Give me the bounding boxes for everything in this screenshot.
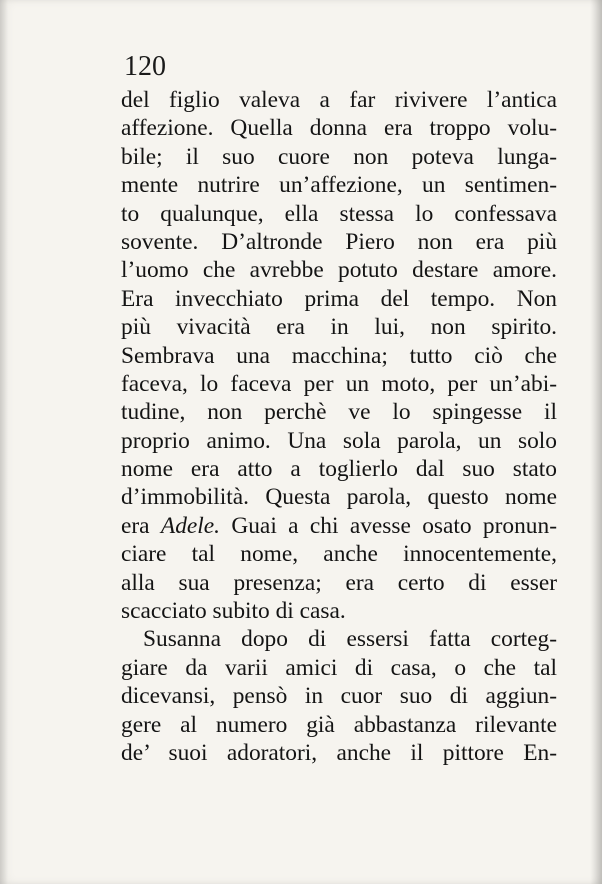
body-text	[121, 86, 557, 767]
text-line: mente nutrire un’affezione, un sentimen-	[121, 172, 557, 199]
italic-name: Adele.	[160, 512, 220, 539]
page-gutter-shadow	[590, 0, 602, 884]
text-line: Sembrava una macchina; tutto ciò che	[121, 342, 557, 369]
text-line: proprio animo. Una sola parola, un solo	[121, 427, 557, 454]
page-left-edge	[0, 0, 8, 884]
text-segment: Guai a chi avesse osato pronun-	[220, 512, 557, 539]
text-line-with-italic	[121, 512, 557, 540]
text-line: to qualunque, ella stessa lo confessava	[121, 200, 557, 227]
paragraph-end-line: scacciato subito di casa.	[121, 598, 346, 625]
text-line: giare da varii amici di casa, o che tal	[121, 654, 557, 681]
text-line: Era invecchiato prima del tempo. Non	[121, 285, 557, 312]
text-line: gere al numero già abbastanza rilevante	[121, 711, 557, 738]
text-line: alla sua presenza; era certo di esser	[121, 569, 557, 596]
text-line: affezione. Quella donna era troppo volu-	[121, 115, 557, 142]
text-line: d’immobilità. Questa parola, questo nome	[121, 484, 557, 511]
text-line: sovente. D’altronde Piero non era più	[121, 228, 557, 255]
text-line: più vivacità era in lui, non spirito.	[121, 314, 557, 341]
page-number: 120	[124, 51, 166, 82]
text-line: del figlio valeva a far rivivere l’antica	[121, 87, 557, 113]
text-line: l’uomo che avrebbe potuto destare amore.	[121, 257, 557, 284]
text-line: nome era atto a toglierlo dal suo stato	[121, 456, 557, 483]
paragraph-start-line: Susanna dopo di essersi fatta corteg-	[143, 626, 557, 653]
text-line: de’ suoi adoratori, anche il pittore En-	[121, 739, 557, 766]
text-line: dicevansi, pensò in cuor suo di aggiun-	[121, 683, 557, 710]
text-line: tudine, non perchè ve lo spingesse il	[121, 399, 557, 426]
text-line: ciare tal nome, anche innocentemente,	[121, 541, 557, 568]
text-line: faceva, lo faceva per un moto, per un’abi-	[121, 370, 557, 397]
text-line: bile; il suo cuore non poteva lunga-	[121, 143, 557, 170]
text-segment: era	[121, 512, 161, 539]
